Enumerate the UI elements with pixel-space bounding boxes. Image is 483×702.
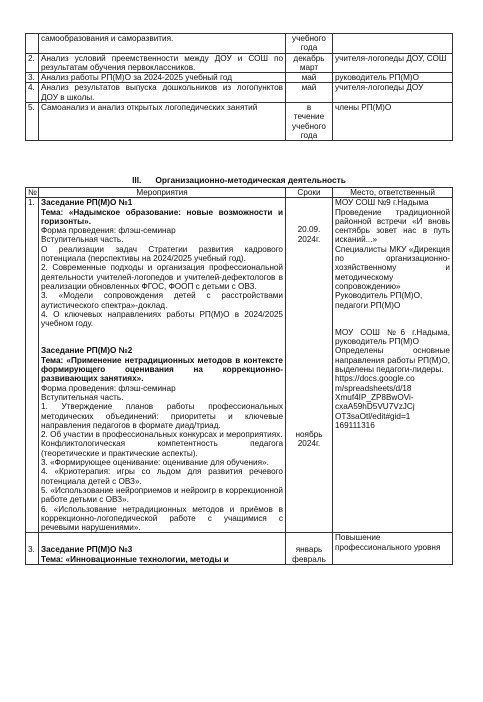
plan-table-continued (25, 33, 453, 141)
meeting-line: Форма проведения: флэш-семинар (41, 226, 176, 236)
row-number: 3. (26, 73, 39, 83)
meeting-date: ноябрь 2024г. (295, 429, 323, 449)
responsible-cell: руководитель РП(М)О (333, 73, 453, 83)
meeting-line: 1. Утверждение планов работы профессиональных методических объединений: приоритеты и ключевые направления педагогов в формате диад/триад. (41, 402, 283, 430)
meeting-line: 5. «Использование нейроприемов и нейроигр в коррекционной работе детьми с ОВЗ». (41, 485, 283, 505)
row-number: 5. (26, 103, 39, 141)
table-row (26, 34, 453, 54)
row-number: 3. (26, 533, 39, 565)
event-cell: самообразования и саморазвития. (39, 34, 286, 54)
meeting-date: 20.09. 2024г. (297, 225, 321, 244)
column-header-events: Мероприятия (39, 188, 286, 198)
term-cell: учебного года (286, 34, 333, 54)
meeting-line: 3. «Модели сопровождения детей с расстройствами аутистического спектра»-доклад. (41, 291, 283, 310)
venue-text: Определены основные направления работы РП(М)О, выделены педагоги-лидеры. (335, 346, 450, 375)
row-number (26, 34, 39, 54)
table-row (26, 533, 453, 565)
meeting-title: Заседание РП(М)О №1 (41, 198, 133, 208)
section-number: III. (132, 175, 142, 185)
column-header-number: № (26, 188, 39, 198)
term-cell: в течение учебного года (286, 103, 333, 141)
meeting-theme: Тема: «Инновационные технологии, методы и (41, 554, 229, 564)
venue-text: МОУ СОШ №6 г.Надыма, руководитель РП(М)О (335, 327, 450, 347)
term-cell: май (286, 73, 333, 83)
venue-text: Руководитель РП(М)О, (335, 291, 423, 301)
section-title: Организационно-методическая деятельность (155, 175, 346, 185)
meeting-line: 6. «Использование нетрадиционных методов и приёмов в коррекционно-логопедической работе с учащимися с речевыми нарушениями». (41, 504, 283, 533)
term-cell (286, 198, 333, 533)
event-cell: Анализ работы РП(М)О за 2024-2025 учебный год (39, 73, 286, 83)
table-row (26, 53, 453, 73)
section-heading (25, 176, 453, 185)
event-cell (39, 533, 286, 565)
table-row (26, 198, 453, 533)
meeting-line: Вступительная часть. (41, 392, 124, 402)
term-cell: май (286, 83, 333, 103)
meeting-title: Заседание РП(М)О №2 (41, 346, 133, 356)
organizational-table (25, 187, 453, 565)
responsible-cell (333, 34, 453, 54)
spreadsheet-link[interactable]: https://docs.google.co m/spreadsheets/d/18 Xmuf4IP_ZP8BwOVi- cxaA59hD5VU7VzJCj OT3saOtl/edit#gid=1 169111316 (335, 374, 415, 430)
table-row (26, 103, 453, 141)
meeting-line: Конфликтологическая компетентность педагога (теоретические и практические аспекты). (41, 439, 283, 458)
venue-text: МОУ СОШ №9 г.Надыма (335, 198, 429, 208)
meeting-theme: Тема: «Надымское образование: новые возможности и горизонты». (41, 207, 283, 226)
term-cell: январь февраль (286, 533, 333, 565)
meeting-title: Заседание РП(М)О №3 (41, 545, 133, 555)
row-number: 1. (26, 198, 39, 533)
meeting-line: 2. Об участии в профессиональных конкурсах и мероприятиях. (41, 430, 283, 440)
column-header-responsible: Место, ответственный (333, 188, 453, 198)
meeting-line: 4. «Криотерапия: игры со льдом для развития речевого потенциала детей с ОВЗ». (41, 467, 283, 486)
event-cell (39, 198, 286, 533)
meeting-line: 4. О ключевых направлениях работы РП(М)О в 2024/2025 учебном году. (41, 309, 283, 329)
meeting-line: 3. «Формирующее оценивание: оценивание для обучения». (41, 458, 269, 468)
table-row (26, 73, 453, 83)
table-row (26, 83, 453, 103)
venue-text: Проведение традиционной районной встречи «И вновь сентябрь зовет нас в путь исканий...» (335, 207, 450, 245)
meeting-line: 2. Современные подходы и организация профессиональной деятельности учителей-логопедов и учителей-дефектологов в реализации обновленных ФГОС, ФООП с детьми с ОВЗ. (41, 263, 283, 291)
venue-text: педагоги РП(М)О (335, 300, 401, 310)
meeting-line: О реализации задач Стратегии развития кадрового потенциала (перспективы на 2024/2025 учебный год). (41, 244, 283, 264)
meeting-line: Форма проведения: флэш-семинар (41, 383, 176, 393)
responsible-cell: Повышение профессионального уровня (333, 533, 453, 565)
meeting-line: Вступительная часть. (41, 235, 124, 245)
responsible-cell: члены РП(М)О (333, 103, 453, 141)
responsible-cell: учителя-логопеды ДОУ, СОШ (333, 53, 453, 73)
responsible-cell: учителя-логопеды ДОУ (333, 83, 453, 103)
table-header (26, 188, 453, 198)
responsible-cell (333, 198, 453, 533)
column-header-term: Сроки (286, 188, 333, 198)
row-number: 4. (26, 83, 39, 103)
event-cell: Анализ условий преемственности между ДОУ и СОШ по результатам обучения первоклассников. (39, 53, 286, 73)
event-cell: Самоанализ и анализ открытых логопедических занятий (39, 103, 286, 141)
row-number: 2. (26, 53, 39, 73)
term-cell: декабрь март (286, 53, 333, 73)
venue-text: Специалисты МКУ «Дирекция по организационно-хозяйственному и методическому сопровождению» (335, 244, 450, 291)
meeting-theme: Тема: «Применение нетрадиционных методов в контексте формирующего оценивания на коррекционно-развивающих занятиях». (41, 355, 283, 384)
event-cell: Анализ результатов выпуска дошкольников из логопунктов ДОУ в школы. (39, 83, 286, 103)
